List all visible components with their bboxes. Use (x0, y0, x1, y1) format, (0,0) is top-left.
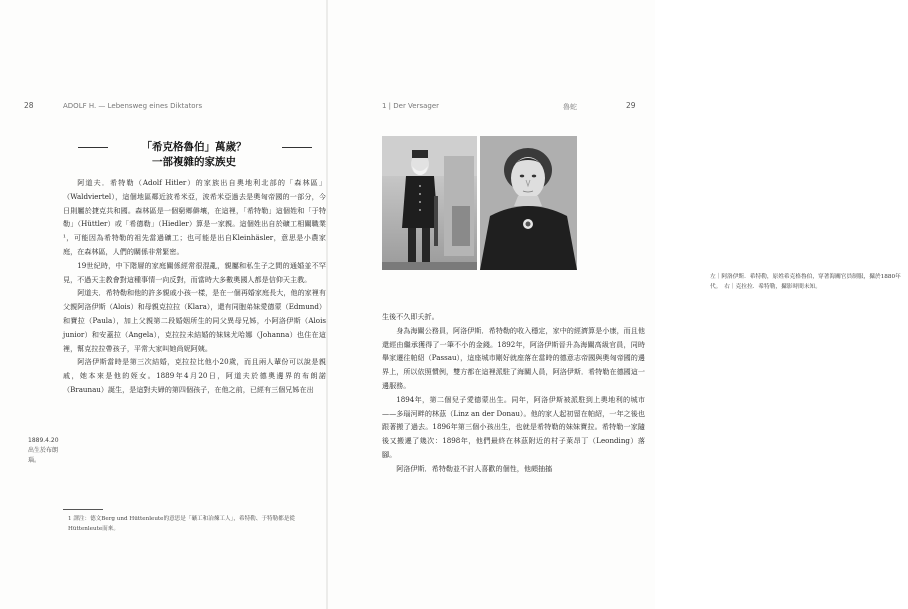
running-header-left: ADOLF H. — Lebensweg eines Diktators (63, 102, 203, 110)
paragraph: 身為海關公務員，阿洛伊斯．希特勒的收入穩定，家中的經濟算是小康，而且他還經由繼承獲得了一筆不小的金錢。1892年，阿洛伊斯晉升為海關高級官員，同時舉家遷往帕紹（Passau），這座城市剛好就座落在當時的德意志帝國與奧匈帝國的邊界上，所以依照慣例，雙方都在這裡派駐了海關人員，阿洛伊斯．希特勒在德國這一邊服務。 (382, 325, 645, 390)
paragraph: 生後不久即夭折。 (382, 312, 439, 321)
photo-klara-hitler (480, 136, 577, 270)
running-header-chapter: 1 | Der Versager (382, 102, 440, 110)
paragraph: 阿洛伊斯當時是第三次結婚，克拉拉比他小20歲，而且兩人輩份可以說是親戚，她本來是他的姪女。1889年4月20日，阿道夫於德奧邊界的布朗諾（Braunau）誕生，是這對夫婦的第四個孩子，在他之前，已經有三個兄姊在出 (63, 357, 326, 394)
paragraph: 阿洛伊斯．希特勒並不討人喜歡的個性，他頗抽搐 (396, 463, 553, 473)
section-title (63, 140, 325, 170)
page-number-left: 28 (24, 101, 34, 110)
paragraph: 阿道夫．希特勒（Adolf Hitler）的家族出自奧地利北部的「森林區」（Waldviertel），這個地區鄰近波希米亞，波希米亞過去是奧匈帝國的一部分，今日則屬於捷克共和國。森林區是一個窮鄉僻壤，在這裡，「希特勒」這個姓和「于特勒」（Hüttler）或「希德勒」（Hiedler）算是一家親。這個姓出自於礦工相關職業¹，可能因為希特勒的祖先當過礦工；也可能是出自Kleinhäsler，意思是小農家庭，在森林區，人們的關係非常緊密。 (63, 178, 326, 256)
footnote: 1 譯注：德文Berg und Hüttenleute的意思是「礦工和冶煉工人」，希特勒、于特勒都是從Hüttenleute而來。 (68, 516, 295, 532)
paragraph: 19世紀時，中下階層的家庭關係經常很混亂，親屬和私生子之間的通婚並不罕見，不過天主教會對這種事情一向反對，而當時大多數奧國人都是信仰天主教。 (63, 260, 326, 284)
photo-klara-image (480, 136, 577, 270)
left-body-text (63, 176, 326, 397)
footnote-rule (63, 509, 103, 510)
photo-alois-hitler (382, 136, 477, 270)
photo-alois-image (382, 136, 477, 270)
section-title-line1: 「希克格魯伯」萬歲？ (141, 141, 247, 153)
paragraph: 1894年，第二個兒子愛德蒙出生。同年，阿洛伊斯被派駐到上奧地利的城市——多瑙河畔的林茲（Linz an der Donau）。他的家人起初留在帕紹，一年之後也跟著搬了過去。1896年第三個小孩出生，也就是希特勒的妹妹寶拉。希特勒一家隨後又搬遷了幾次：1898年，他們最終在林茲附近的村子萊昂丁（Leonding）落腳。 (382, 394, 645, 459)
photo-caption: 左｜阿洛伊斯．希特勒，原姓希克格魯伯，穿著海關官員制服，攝於1880年代。 右｜克拉拉．希特勒，攝影時間未知。 (710, 274, 901, 290)
left-page (0, 0, 327, 609)
margin-note (28, 436, 62, 466)
right-page (328, 0, 901, 609)
page-number-right: 29 (626, 101, 636, 110)
paragraph: 阿道夫．希特勒和他的許多親戚小孩一樣，是在一個再婚家庭長大，他的家裡有父親阿洛伊斯（Alois）和母親克拉拉（Klara），還有同胞弟妹愛德蒙（Edmund）和寶拉（Paula），加上父親第二段婚姻所生的同父異母兄姊，小阿洛伊斯（Alois junior）和安蓋拉（Angela），克拉拉未結婚的妹妹尤哈娜（Johanna）也住在這裡，幫克拉拉帶孩子，平常大家叫她尚妮阿姨。 (63, 288, 326, 353)
right-body-text (382, 310, 645, 476)
margin-note-date: 1889.4.20 (28, 437, 59, 444)
margin-note-text: 出生於布朗瑙。 (28, 447, 59, 464)
running-header-tag: 魯蛇 (563, 103, 577, 111)
section-title-line2: 一部複雜的家族史 (152, 156, 236, 168)
